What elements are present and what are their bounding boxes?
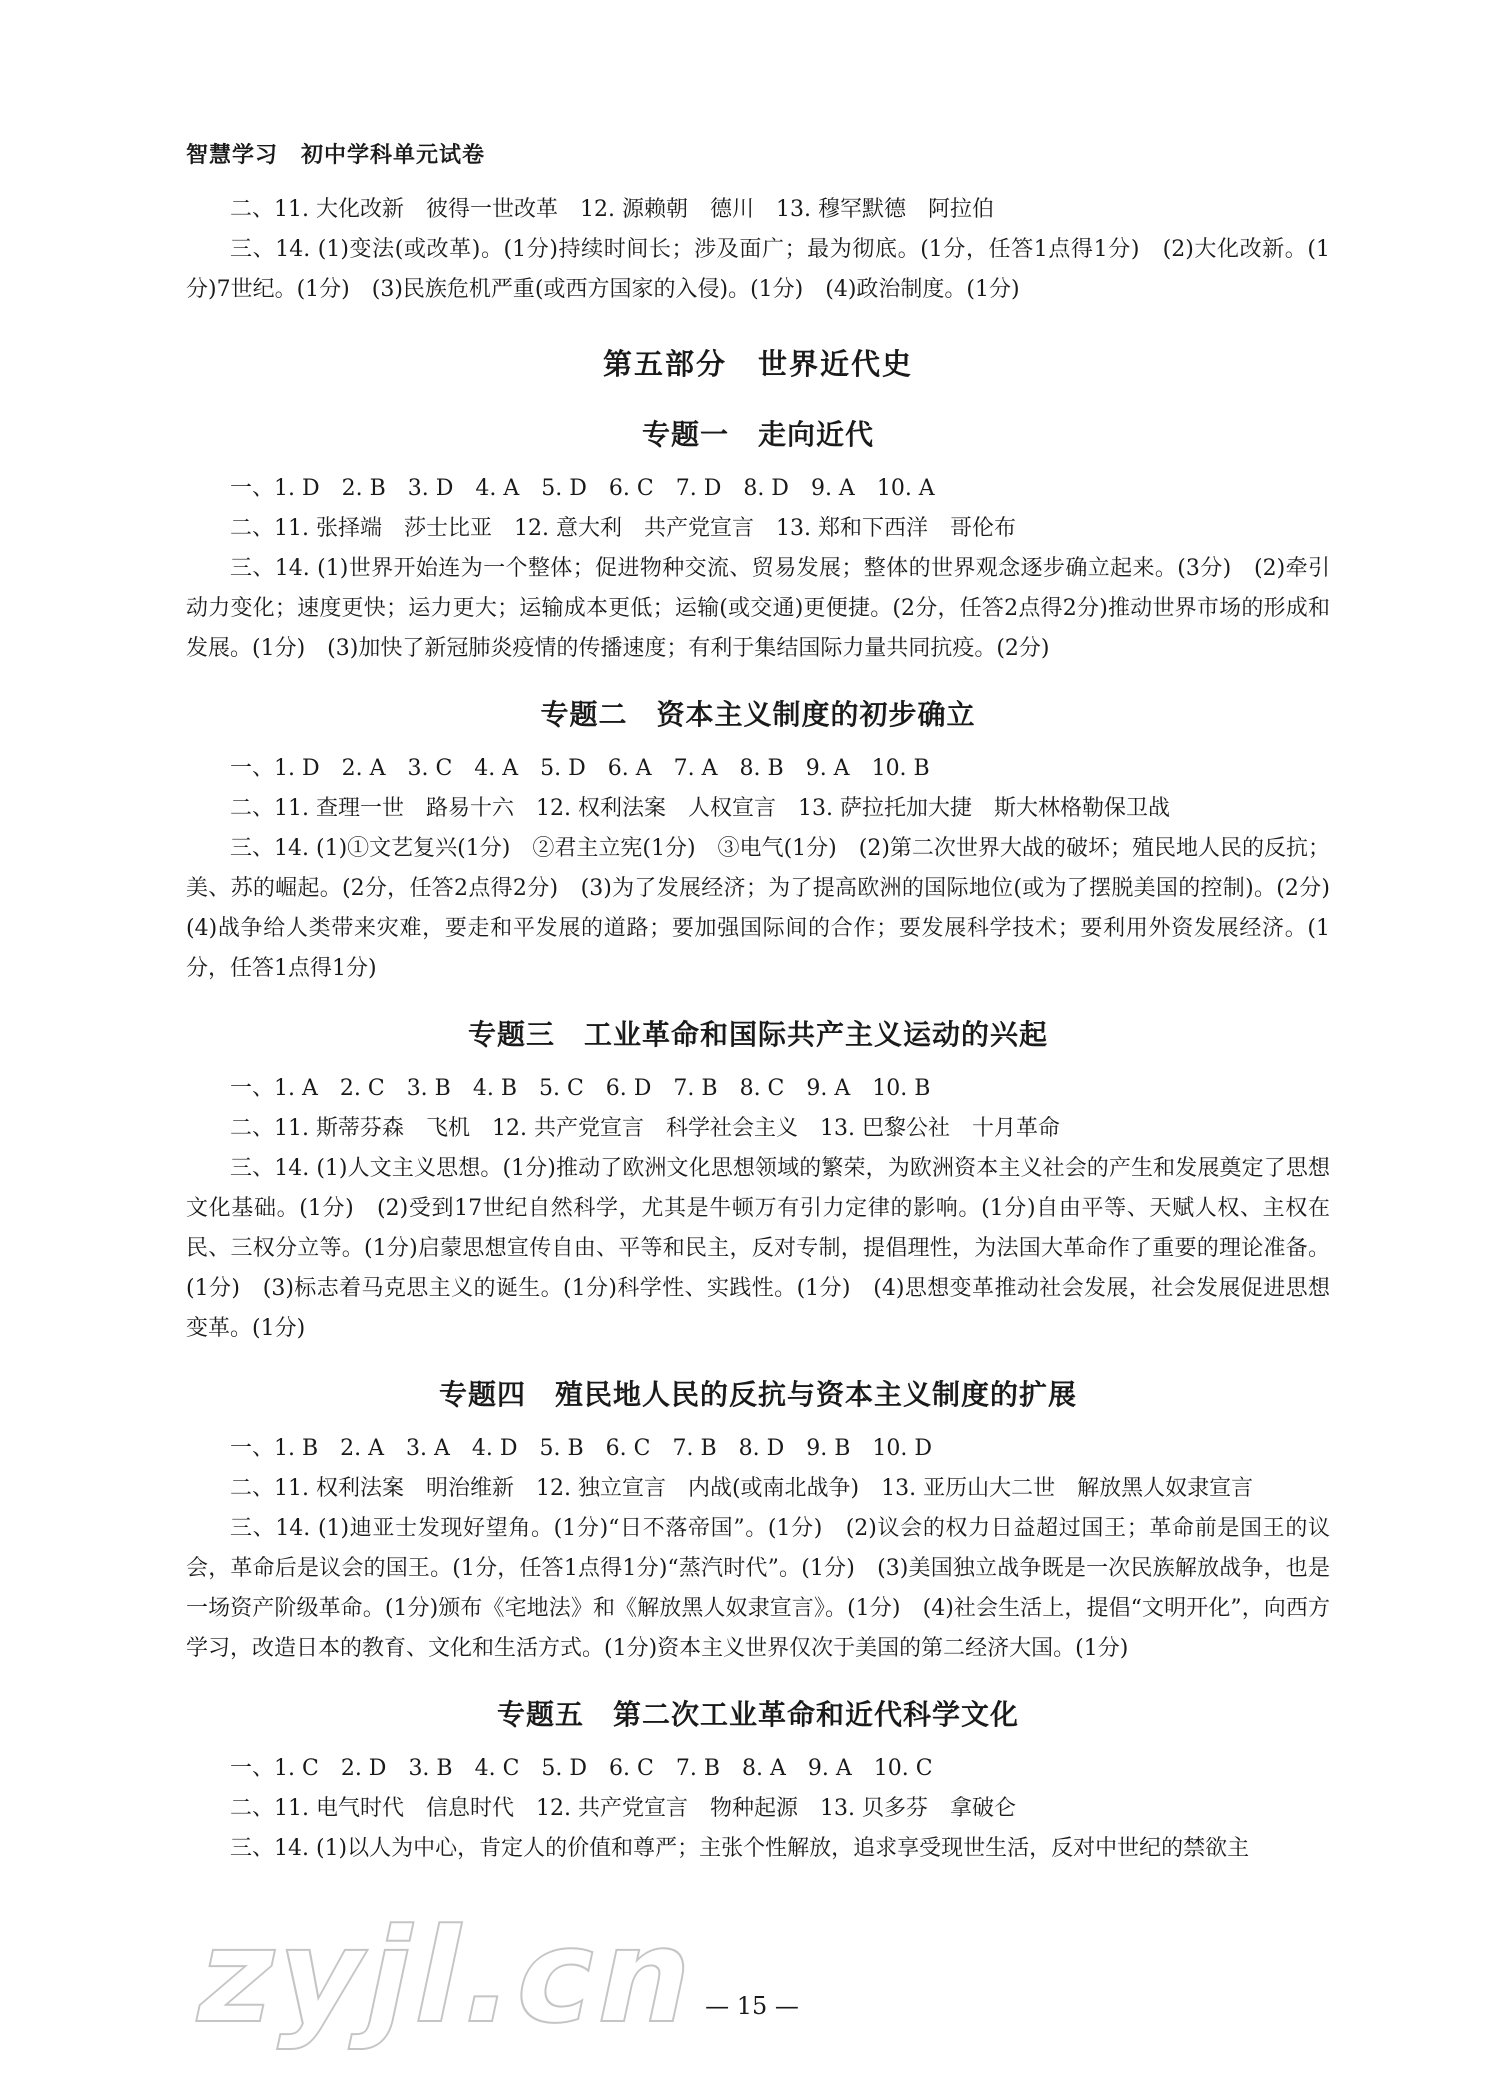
topic-5 xyxy=(186,1693,1330,1869)
topic-2 xyxy=(186,693,1353,989)
page-header: 智慧学习 初中学科单元试卷 xyxy=(186,143,486,168)
watermark-logo: zyjl.cn xyxy=(183,1900,713,2052)
topic-title: 专题五 第二次工业革命和近代科学文化 xyxy=(496,1698,1019,1731)
topic-1 xyxy=(186,413,1330,669)
fill-answers: 二、11. 权利法案 明治维新 12. 独立宣言 内战(或南北战争) 13. 亚历山大二世 解放黑人奴隶宣言 xyxy=(230,1476,1254,1501)
topic-title: 专题三 工业革命和国际共产主义运动的兴起 xyxy=(467,1018,1048,1051)
topic-title: 专题一 走向近代 xyxy=(641,418,874,451)
material-answers: 三、14. (1)①文艺复兴(1分) ②君主立宪(1分) ③电气(1分) (2)第二次世界大战的破坏；殖民地人民的反抗；美、苏的崛起。(2分，任答2点得2分) (3)为了发展经济；为了提高欧洲的国际地位(或为了摆脱美国的控制)。(2分) (4)战争给人类带来灾难，要走和平发展的道路；要加强国际间的合作；要发展科学技术；要利用外资发展经济。(1分，任答1点得1分) xyxy=(186,836,1353,981)
choice-answers: 一、1. C 2. D 3. B 4. C 5. D 6. C 7. B 8. A 9. A 10. C xyxy=(230,1756,933,1781)
choice-answers: 一、1. A 2. C 3. B 4. B 5. C 6. D 7. B 8. C 9. A 10. B xyxy=(230,1076,931,1101)
topic-title: 专题四 殖民地人民的反抗与资本主义制度的扩展 xyxy=(438,1378,1077,1411)
intro-line-2: 三、14. (1)变法(或改革)。(1分)持续时间长；涉及面广；最为彻底。(1分，任答1点得1分) (2)大化改新。(1分)7世纪。(1分) (3)民族危机严重(或西方国家的入侵)。(1分) (4)政治制度。(1分) xyxy=(186,237,1330,302)
material-answers: 三、14. (1)迪亚士发现好望角。(1分)“日不落帝国”。(1分) (2)议会的权力日益超过国王；革命前是国王的议会，革命后是议会的国王。(1分，任答1点得1分)“蒸汽时代”。(1分) (3)美国独立战争既是一次民族解放战争，也是一场资产阶级革命。(1分)颁布《宅地法》和《解放黑人奴隶宣言》。(1分) (4)社会生活上，提倡“文明开化”，向西方学习，改造日本的教育、文化和生活方式。(1分)资本主义世界仅次于美国的第二经济大国。(1分) xyxy=(186,1516,1330,1661)
answer-content xyxy=(186,190,1353,1869)
material-answers: 三、14. (1)以人为中心，肯定人的价值和尊严；主张个性解放，追求享受现世生活，反对中世纪的禁欲主 xyxy=(230,1836,1250,1861)
material-answers: 三、14. (1)世界开始连为一个整体；促进物种交流、贸易发展；整体的世界观念逐步确立起来。(3分) (2)牵引动力变化；速度更快；运力更大；运输成本更低；运输(或交通)更便捷。(2分，任答2点得2分)推动世界市场的形成和发展。(1分) (3)加快了新冠肺炎疫情的传播速度；有利于集结国际力量共同抗疫。(2分) xyxy=(186,556,1330,661)
material-answers: 三、14. (1)人文主义思想。(1分)推动了欧洲文化思想领域的繁荣，为欧洲资本主义社会的产生和发展奠定了思想文化基础。(1分) (2)受到17世纪自然科学，尤其是牛顿万有引力定律的影响。(1分)自由平等、天赋人权、主权在民、三权分立等。(1分)启蒙思想宣传自由、平等和民主，反对专制，提倡理性，为法国大革命作了重要的理论准备。(1分) (3)标志着马克思主义的诞生。(1分)科学性、实践性。(1分) (4)思想变革推动社会发展，社会发展促进思想变革。(1分) xyxy=(186,1156,1330,1341)
fill-answers: 二、11. 电气时代 信息时代 12. 共产党宣言 物种起源 13. 贝多芬 拿破仑 xyxy=(230,1796,1016,1821)
choice-answers: 一、1. D 2. B 3. D 4. A 5. D 6. C 7. D 8. D 9. A 10. A xyxy=(230,476,935,501)
topic-title: 专题二 资本主义制度的初步确立 xyxy=(540,698,976,731)
part-title: 第五部分 世界近代史 xyxy=(602,347,913,381)
fill-answers: 二、11. 查理一世 路易十六 12. 权利法案 人权宣言 13. 萨拉托加大捷 斯大林格勒保卫战 xyxy=(230,796,1170,821)
fill-answers: 二、11. 斯蒂芬森 飞机 12. 共产党宣言 科学社会主义 13. 巴黎公社 十月革命 xyxy=(230,1116,1060,1141)
choice-answers: 一、1. D 2. A 3. C 4. A 5. D 6. A 7. A 8. B 9. A 10. B xyxy=(230,756,930,781)
topic-4 xyxy=(186,1373,1330,1669)
fill-answers: 二、11. 张择端 莎士比亚 12. 意大利 共产党宣言 13. 郑和下西洋 哥伦布 xyxy=(230,516,1016,541)
choice-answers: 一、1. B 2. A 3. A 4. D 5. B 6. C 7. B 8. D 9. B 10. D xyxy=(230,1436,933,1461)
topic-3 xyxy=(186,1013,1330,1349)
page-number: — 15 — xyxy=(705,1992,799,2020)
intro-line-1: 二、11. 大化改新 彼得一世改革 12. 源赖朝 德川 13. 穆罕默德 阿拉伯 xyxy=(230,197,994,222)
